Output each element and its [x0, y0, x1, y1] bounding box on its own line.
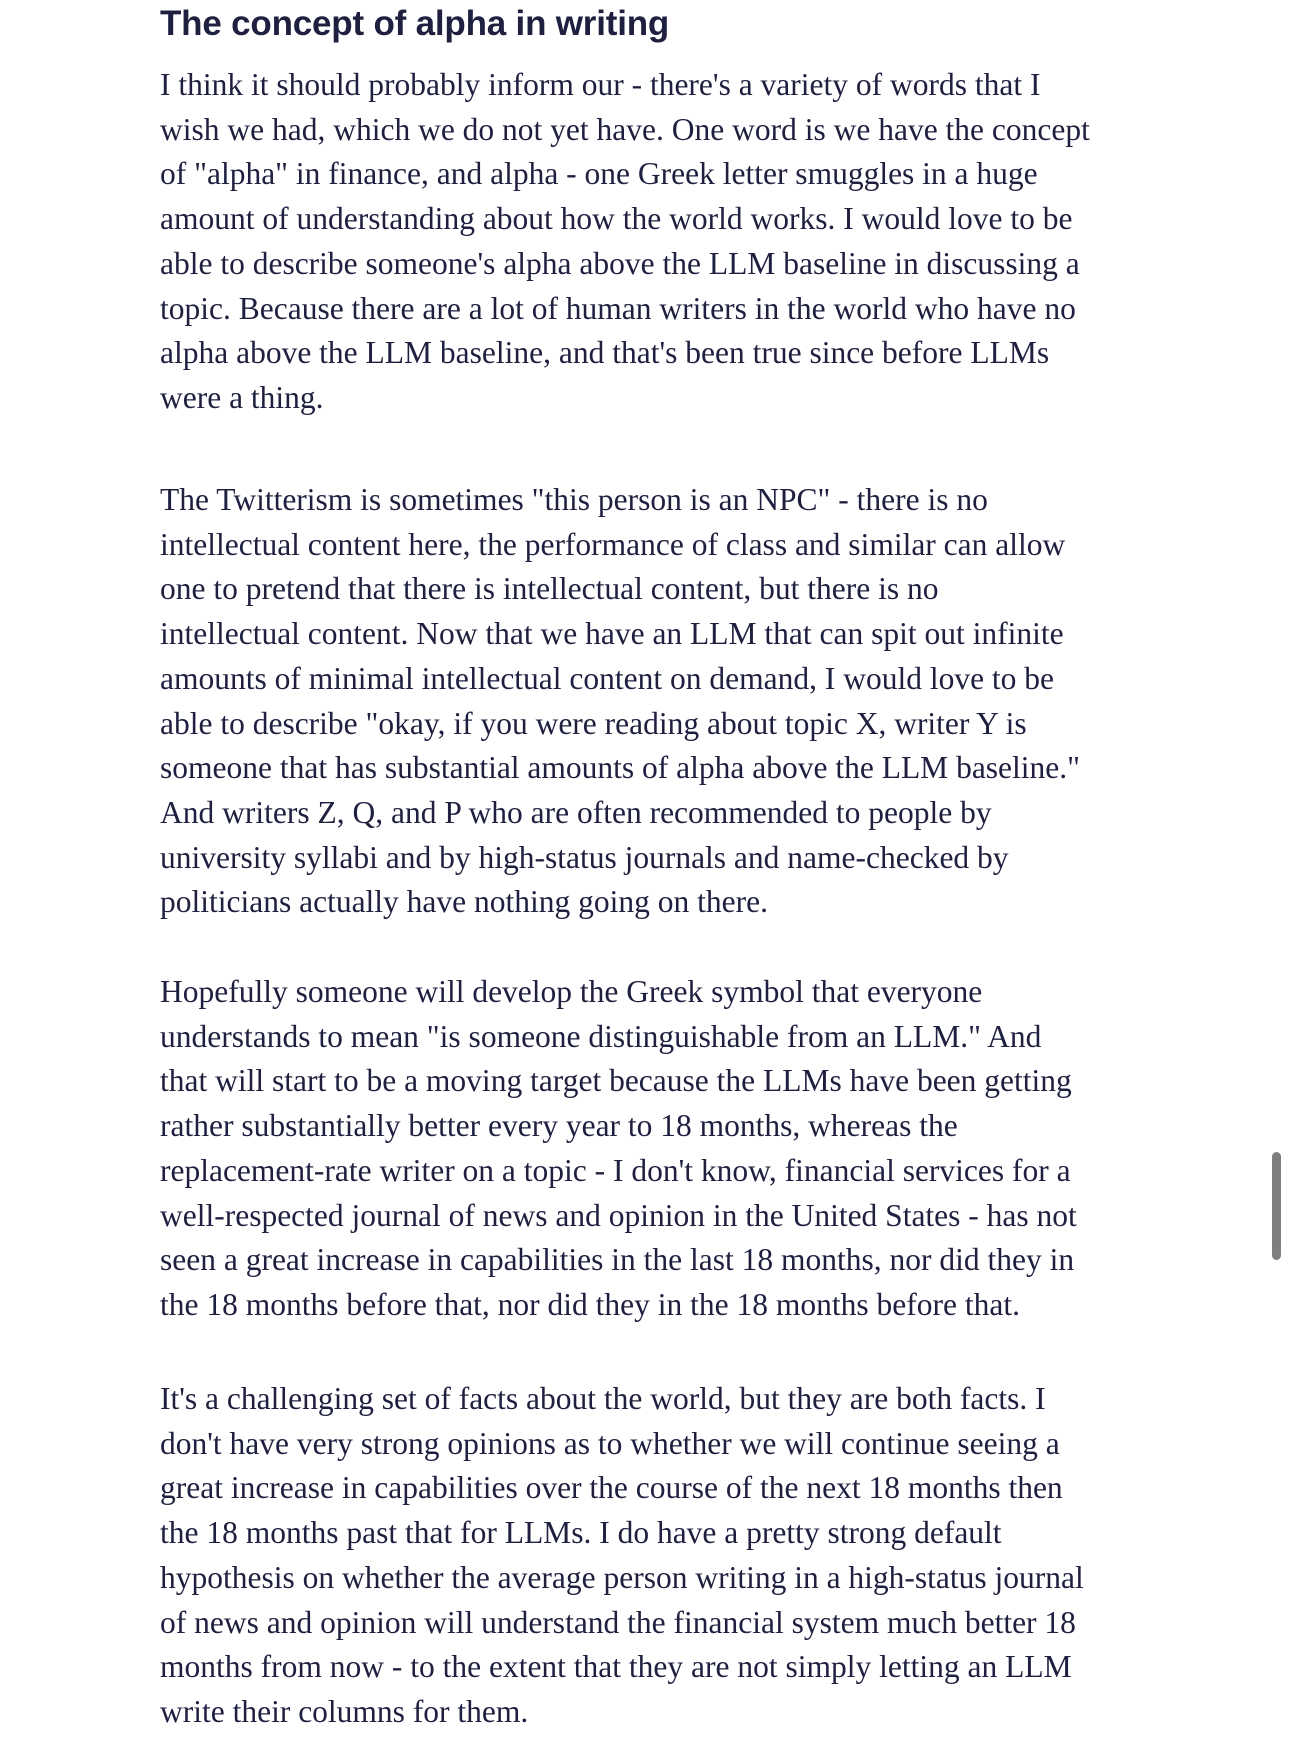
text-line: someone that has substantial amounts of alpha above the LLM baseline." — [160, 750, 1081, 786]
vertical-scrollbar[interactable] — [1268, 0, 1290, 1750]
text-line: able to describe someone's alpha above the LLM baseline in discussing a — [160, 245, 1080, 281]
text-line: wish we had, which we do not yet have. One word is we have the concept — [160, 111, 1090, 147]
text-line: understands to mean "is someone distinguishable from an LLM." And — [160, 1018, 1042, 1054]
text-line: I think it should probably inform our - there's a variety of words that I — [160, 67, 1041, 102]
text-line: amounts of minimal intellectual content on demand, I would love to be — [160, 660, 1055, 696]
text-line: intellectual content here, the performance of class and similar can allow — [160, 526, 1066, 562]
text-line: of news and opinion will understand the financial system much better 18 — [160, 1604, 1076, 1640]
text-line: It's a challenging set of facts about the world, but they are both facts. I — [160, 1381, 1046, 1416]
text-line: months from now - to the extent that they are not simply letting an LLM — [160, 1649, 1072, 1685]
text-line: well-respected journal of news and opinion in the United States - has not — [160, 1197, 1077, 1233]
text-line: politicians actually have nothing going on there. — [160, 884, 768, 920]
paragraph-2 — [160, 478, 1080, 925]
text-line: rather substantially better every year to 18 months, whereas the — [160, 1108, 958, 1144]
text-line: great increase in capabilities over the course of the next 18 months then — [160, 1470, 1063, 1506]
text-line: seen a great increase in capabilities in the last 18 months, nor did they in — [160, 1242, 1075, 1278]
text-line: amount of understanding about how the world works. I would love to be — [160, 201, 1073, 237]
text-line: the 18 months past that for LLMs. I do have a pretty strong default — [160, 1515, 1002, 1551]
text-line: university syllabi and by high-status journals and name-checked by — [160, 839, 1009, 875]
text-line: hypothesis on whether the average person writing in a high-status journal — [160, 1559, 1084, 1595]
article — [160, 0, 1160, 1729]
text-line: alpha above the LLM baseline, and that's been true since before LLMs — [160, 335, 1050, 371]
text-line: don't have very strong opinions as to whether we will continue seeing a — [160, 1425, 1060, 1461]
article-title: The concept of alpha in writing — [160, 4, 670, 43]
text-line: topic. Because there are a lot of human writers in the world who have no — [160, 290, 1076, 326]
text-line: The Twitterism is sometimes "this person is an NPC" - there is no — [160, 482, 988, 517]
paragraph-3 — [160, 970, 1077, 1328]
text-line: the 18 months before that, nor did they in the 18 months before that. — [160, 1286, 1020, 1322]
text-line: write their columns for them. — [160, 1693, 529, 1729]
text-line: And writers Z, Q, and P who are often recommended to people by — [160, 794, 992, 830]
text-line: of "alpha" in finance, and alpha - one Greek letter smuggles in a huge — [160, 156, 1038, 192]
text-line: that will start to be a moving target because the LLMs have been getting — [160, 1063, 1072, 1099]
text-line: replacement-rate writer on a topic - I don't know, financial services for a — [160, 1152, 1071, 1188]
text-line: intellectual content. Now that we have an LLM that can spit out infinite — [160, 616, 1064, 652]
paragraph-4 — [160, 1377, 1084, 1735]
text-line: Hopefully someone will develop the Greek symbol that everyone — [160, 974, 983, 1009]
scrollbar-thumb[interactable] — [1272, 1152, 1281, 1260]
text-line: able to describe "okay, if you were reading about topic X, writer Y is — [160, 705, 1027, 741]
text-line: one to pretend that there is intellectual content, but there is no — [160, 571, 939, 607]
paragraph-1 — [160, 63, 1090, 421]
text-line: were a thing. — [160, 379, 324, 415]
